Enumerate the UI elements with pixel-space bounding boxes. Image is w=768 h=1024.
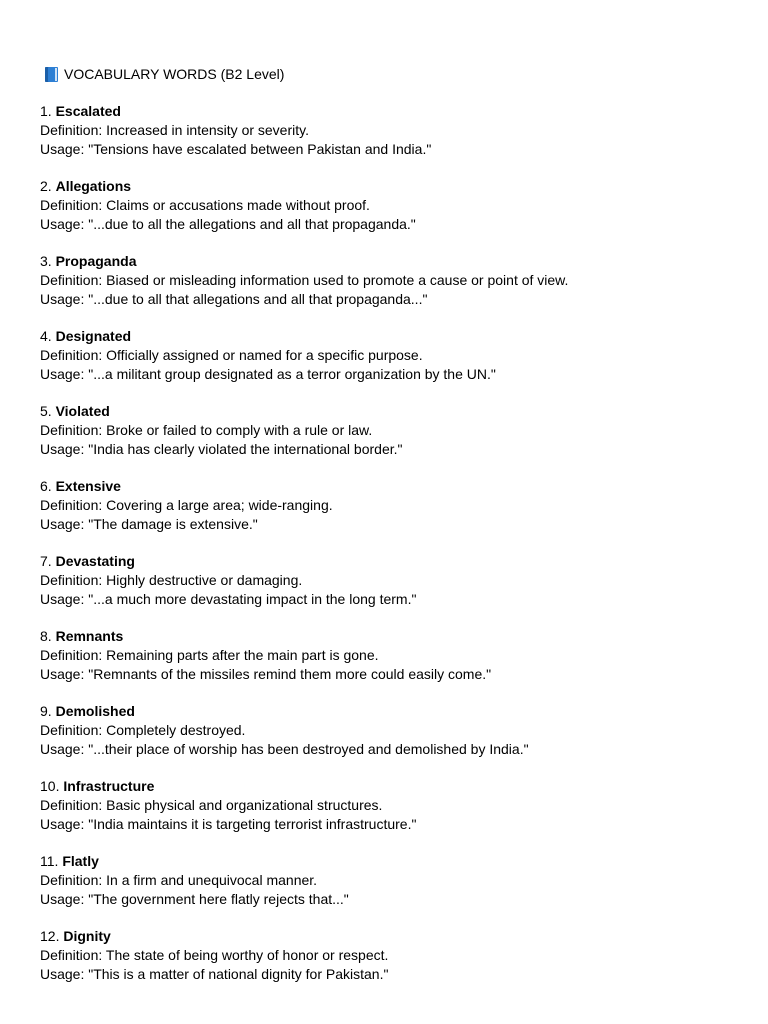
usage-text: "India has clearly violated the international border."	[88, 441, 403, 457]
usage-label: Usage:	[40, 966, 89, 982]
usage-text: "...a militant group designated as a terror organization by the UN."	[88, 366, 496, 382]
entry-term: Devastating	[55, 553, 135, 569]
usage-label: Usage:	[40, 816, 89, 832]
entry-title	[40, 777, 740, 796]
usage-label: Usage:	[40, 141, 89, 157]
entry-usage	[40, 215, 740, 234]
definition-text: Officially assigned or named for a specific purpose.	[106, 347, 423, 363]
entry-usage	[40, 665, 740, 684]
usage-text: "Tensions have escalated between Pakistan and India."	[88, 141, 432, 157]
entry-number: 4.	[40, 328, 56, 344]
entry-definition	[40, 571, 740, 590]
vocabulary-entry	[40, 552, 740, 609]
definition-text: Highly destructive or damaging.	[106, 572, 303, 588]
definition-text: Basic physical and organizational structures.	[106, 797, 383, 813]
entry-title	[40, 477, 740, 496]
vocabulary-entry	[40, 927, 740, 984]
usage-text: "...due to all that allegations and all that propaganda..."	[88, 291, 428, 307]
entry-term: Propaganda	[55, 253, 137, 269]
vocabulary-entry	[40, 402, 740, 459]
definition-text: Biased or misleading information used to promote a cause or point of view.	[106, 272, 569, 288]
entry-number: 7.	[40, 553, 56, 569]
entry-term: Demolished	[55, 703, 135, 719]
entry-definition	[40, 121, 740, 140]
usage-label: Usage:	[40, 366, 89, 382]
heading-text: VOCABULARY WORDS (B2 Level)	[64, 66, 285, 82]
entry-title	[40, 702, 740, 721]
usage-label: Usage:	[40, 291, 89, 307]
entry-title	[40, 852, 740, 871]
entry-number: 12.	[40, 928, 64, 944]
entry-usage	[40, 140, 740, 159]
definition-text: Claims or accusations made without proof.	[106, 197, 370, 213]
entry-term: Dignity	[63, 928, 111, 944]
vocabulary-document	[40, 64, 740, 1002]
entry-term: Flatly	[62, 853, 99, 869]
usage-label: Usage:	[40, 891, 89, 907]
entry-definition	[40, 271, 740, 290]
entry-term: Escalated	[55, 103, 121, 119]
entry-usage	[40, 365, 740, 384]
usage-text: "...due to all the allegations and all that propaganda."	[88, 216, 416, 232]
vocabulary-entry	[40, 627, 740, 684]
entry-number: 5.	[40, 403, 56, 419]
definition-label: Definition:	[40, 347, 107, 363]
definition-label: Definition:	[40, 122, 107, 138]
vocabulary-entry	[40, 702, 740, 759]
definition-label: Definition:	[40, 872, 107, 888]
entry-number: 8.	[40, 628, 56, 644]
entry-definition	[40, 346, 740, 365]
definition-label: Definition:	[40, 572, 107, 588]
entry-number: 1.	[40, 103, 56, 119]
entry-term: Remnants	[55, 628, 124, 644]
entry-title	[40, 927, 740, 946]
usage-text: "The government here flatly rejects that..."	[88, 891, 349, 907]
entry-number: 3.	[40, 253, 56, 269]
usage-text: "India maintains it is targeting terrorist infrastructure."	[88, 816, 417, 832]
entry-definition	[40, 496, 740, 515]
definition-text: Completely destroyed.	[106, 722, 246, 738]
entry-title	[40, 102, 740, 121]
usage-text: "The damage is extensive."	[88, 516, 258, 532]
entry-number: 10.	[40, 778, 64, 794]
definition-text: Increased in intensity or severity.	[106, 122, 309, 138]
definition-text: In a firm and unequivocal manner.	[106, 872, 318, 888]
entry-term: Allegations	[55, 178, 132, 194]
usage-label: Usage:	[40, 216, 89, 232]
entry-definition	[40, 646, 740, 665]
entry-term: Designated	[55, 328, 132, 344]
entry-title	[40, 327, 740, 346]
definition-label: Definition:	[40, 647, 107, 663]
entry-definition	[40, 196, 740, 215]
entry-title	[40, 402, 740, 421]
vocabulary-entry	[40, 327, 740, 384]
entry-usage	[40, 965, 740, 984]
entry-number: 11.	[40, 853, 63, 869]
vocabulary-entry	[40, 177, 740, 234]
usage-text: "...a much more devastating impact in the long term."	[88, 591, 417, 607]
definition-label: Definition:	[40, 197, 107, 213]
usage-text: "Remnants of the missiles remind them more could easily come."	[88, 666, 492, 682]
entry-usage	[40, 440, 740, 459]
entry-definition	[40, 421, 740, 440]
entry-definition	[40, 721, 740, 740]
entry-usage	[40, 290, 740, 309]
vocabulary-entry	[40, 102, 740, 159]
entry-definition	[40, 796, 740, 815]
entry-title	[40, 627, 740, 646]
usage-label: Usage:	[40, 516, 89, 532]
usage-label: Usage:	[40, 441, 89, 457]
definition-text: Broke or failed to comply with a rule or law.	[106, 422, 373, 438]
definition-label: Definition:	[40, 497, 107, 513]
entry-term: Violated	[55, 403, 110, 419]
entry-number: 6.	[40, 478, 56, 494]
entry-title	[40, 552, 740, 571]
blue-book-icon	[45, 67, 58, 82]
usage-text: "...their place of worship has been destroyed and demolished by India."	[88, 741, 529, 757]
entry-title	[40, 177, 740, 196]
document-heading	[45, 64, 740, 84]
entry-usage	[40, 815, 740, 834]
vocabulary-entry	[40, 852, 740, 909]
definition-text: Covering a large area; wide-ranging.	[106, 497, 333, 513]
definition-text: The state of being worthy of honor or respect.	[105, 947, 389, 963]
definition-text: Remaining parts after the main part is gone.	[106, 647, 379, 663]
definition-label: Definition:	[40, 947, 106, 963]
entry-usage	[40, 590, 740, 609]
definition-label: Definition:	[40, 722, 107, 738]
entry-usage	[40, 515, 740, 534]
usage-label: Usage:	[40, 666, 89, 682]
vocabulary-list	[40, 102, 740, 984]
definition-label: Definition:	[40, 797, 107, 813]
entry-number: 9.	[40, 703, 56, 719]
usage-label: Usage:	[40, 591, 89, 607]
definition-label: Definition:	[40, 422, 107, 438]
definition-label: Definition:	[40, 272, 107, 288]
entry-definition	[40, 871, 740, 890]
entry-usage	[40, 740, 740, 759]
entry-title	[40, 252, 740, 271]
entry-term: Infrastructure	[63, 778, 155, 794]
entry-number: 2.	[40, 178, 56, 194]
entry-usage	[40, 890, 740, 909]
entry-definition	[40, 946, 740, 965]
vocabulary-entry	[40, 477, 740, 534]
vocabulary-entry	[40, 777, 740, 834]
entry-term: Extensive	[55, 478, 121, 494]
usage-label: Usage:	[40, 741, 89, 757]
usage-text: "This is a matter of national dignity for Pakistan."	[88, 966, 389, 982]
vocabulary-entry	[40, 252, 740, 309]
